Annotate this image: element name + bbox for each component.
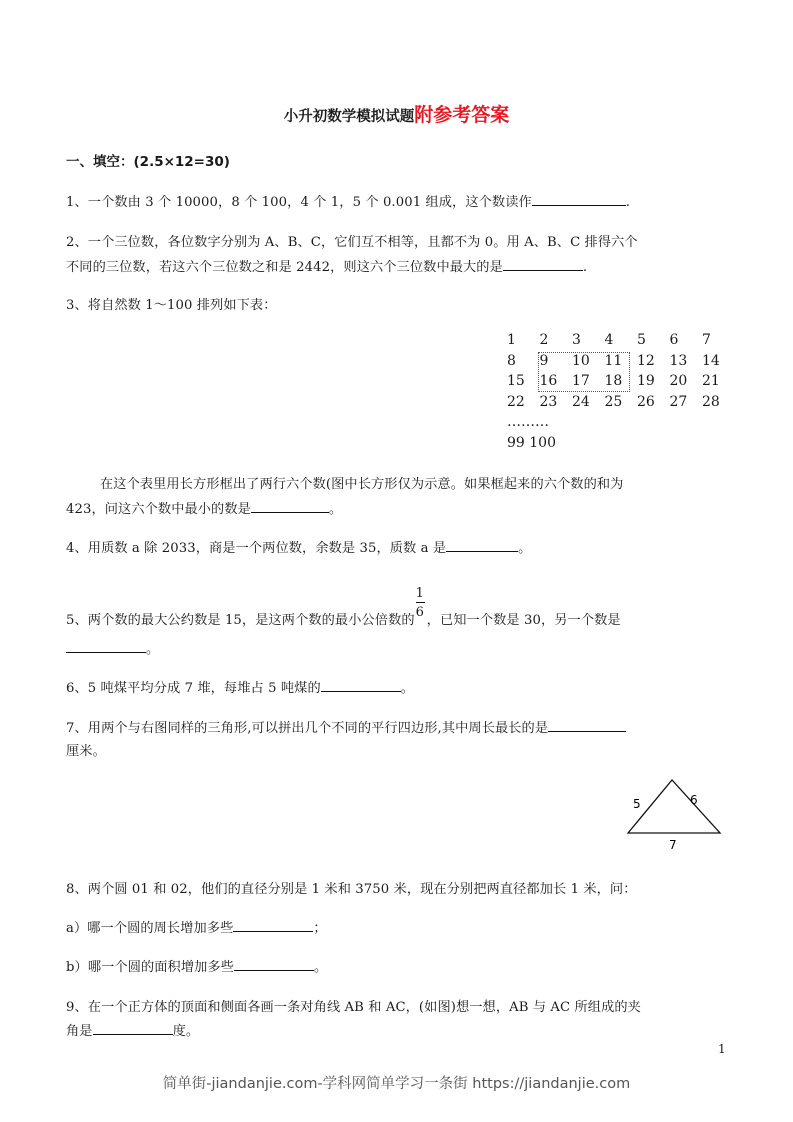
number-table [507,332,735,455]
fraction [415,586,427,624]
question-4 [66,537,531,556]
question-1 [66,191,630,210]
question-9-line1: 9、在一个正方体的顶面和侧面各画一条对角线 AB 和 AC，(如图)想一想，AB 与 AC 所组成的夹 [66,1000,641,1015]
table-cell: 4 [604,332,614,348]
question-5-answer [66,638,159,657]
q4-text: 4、用质数 a 除 2033，商是一个两位数，余数是 35，质数 a 是 [66,541,447,556]
answer-blank[interactable] [251,498,329,513]
question-7-line1 [66,717,626,736]
title-highlight: 附参考答案 [414,104,510,126]
question-8b [66,956,327,975]
title-main: 小升初数学模拟试题 [283,109,415,125]
answer-blank[interactable] [234,956,314,971]
table-cell: 27 [669,393,688,410]
answer-blank[interactable] [532,191,626,206]
footer-watermark: 简单街-jiandanjie.com-学科网简单学习一条街 https://jiandanjie.com [162,1076,631,1092]
table-cell: 8 [507,352,516,369]
q5-end: 。 [146,642,160,657]
table-cell: 20 [669,373,688,389]
table-cell: 6 [669,332,679,348]
answer-blank[interactable] [321,677,401,692]
table-cell: 21 [702,373,720,389]
question-5 [66,586,621,628]
q2-end: . [582,260,588,275]
q1-end: . [625,195,631,210]
table-cell: 26 [637,393,655,410]
question-6 [66,677,414,696]
page-number: 1 [718,1042,726,1056]
table-cell: 18 [604,373,623,389]
q3-text: 423，问这六个数中最小的数是 [66,502,251,517]
question-2-line1: 2、一个三位数，各位数字分别为 A、B、C，它们互不相等，且都不为 0。用 A、B、C 排得六个 [66,235,638,250]
side-label-6: 6 [690,793,698,807]
table-row [507,394,735,415]
q5-after: ，已知一个数是 30，另一个数是 [426,613,621,628]
side-label-5: 5 [633,797,641,811]
q7-text: 7、用两个与右图同样的三角形,可以拼出几个不同的平行四边形,其中周长最长的是 [66,721,549,736]
table-cell: 15 [507,373,525,389]
table-last: 99 100 [507,434,556,451]
table-cell: 2 [539,332,549,348]
answer-blank[interactable] [66,638,146,653]
q2-text: 不同的三位数，若这六个三位数之和是 2442，则这六个三位数中最大的是 [66,260,503,275]
question-2-line2 [66,256,587,275]
q8b-text: b）哪一个圆的面积增加多些 [66,960,234,975]
q9-before: 角是 [66,1024,93,1039]
table-cell: 9 [539,352,549,369]
question-7-line2: 厘米。 [66,744,106,759]
answer-blank[interactable] [503,256,583,271]
q9-after: 度。 [172,1024,200,1039]
q6-text: 6、5 吨煤平均分成 7 堆，每堆占 5 吨煤的 [66,681,321,696]
question-9-line2 [66,1020,199,1039]
table-cell: 1 [507,332,516,348]
table-cell: 25 [604,393,623,410]
fraction-numerator: 1 [415,586,425,601]
q4-end: 。 [518,541,532,556]
table-cell: 28 [702,393,720,410]
table-cell: 5 [637,332,646,348]
question-3-line2 [66,498,342,517]
answer-blank[interactable] [446,537,518,552]
table-cell: 16 [539,373,558,389]
table-cell: 23 [539,393,558,410]
table-cell: 22 [507,393,525,410]
q1-text: 1、一个数由 3 个 10000，8 个 100，4 个 1，5 个 0.001 组成，这个数读作 [66,195,532,210]
table-cell: 11 [604,352,623,369]
q3-end: 。 [328,502,343,517]
answer-blank[interactable] [93,1020,173,1035]
fraction-denominator: 6 [415,605,425,620]
table-ellipsis: ……… [507,414,549,430]
question-3-intro: 3、将自然数 1～100 排列如下表： [66,298,277,313]
q5-before: 5、两个数的最大公约数是 15，是这两个数的最小公倍数的 [66,613,415,628]
table-cell: 14 [702,352,720,369]
q8b-end: 。 [314,960,328,975]
table-cell: 17 [572,373,590,389]
table-cell: 13 [669,352,688,369]
q8a-end: ； [313,921,327,936]
table-cell: 7 [702,332,711,348]
table-cell: 24 [572,393,590,410]
answer-blank[interactable] [548,717,626,732]
selection-rectangle [538,352,630,392]
section-heading: 一、填空：(2.5×12=30) [66,154,230,170]
fraction-bar [416,602,425,603]
question-8a [66,917,327,936]
question-3-line1: 在这个表里用长方形框出了两行六个数(图中长方形仅为示意。如果框起来的六个数的和为 [100,477,624,492]
q8a-text: a）哪一个圆的周长增加多些 [66,921,234,936]
table-cell: 10 [572,352,590,369]
table-cell: 19 [637,373,655,389]
page-title [0,100,793,127]
triangle-figure [620,775,730,855]
table-row [507,332,735,353]
side-label-7: 7 [669,838,677,852]
question-8: 8、两个圆 01 和 02，他们的直径分别是 1 米和 3750 米，现在分别把两直径都加长 1 米，问： [66,882,637,897]
table-cell: 3 [572,332,581,348]
q6-end: 。 [400,681,415,696]
table-cell: 12 [637,352,655,369]
answer-blank[interactable] [233,917,313,932]
